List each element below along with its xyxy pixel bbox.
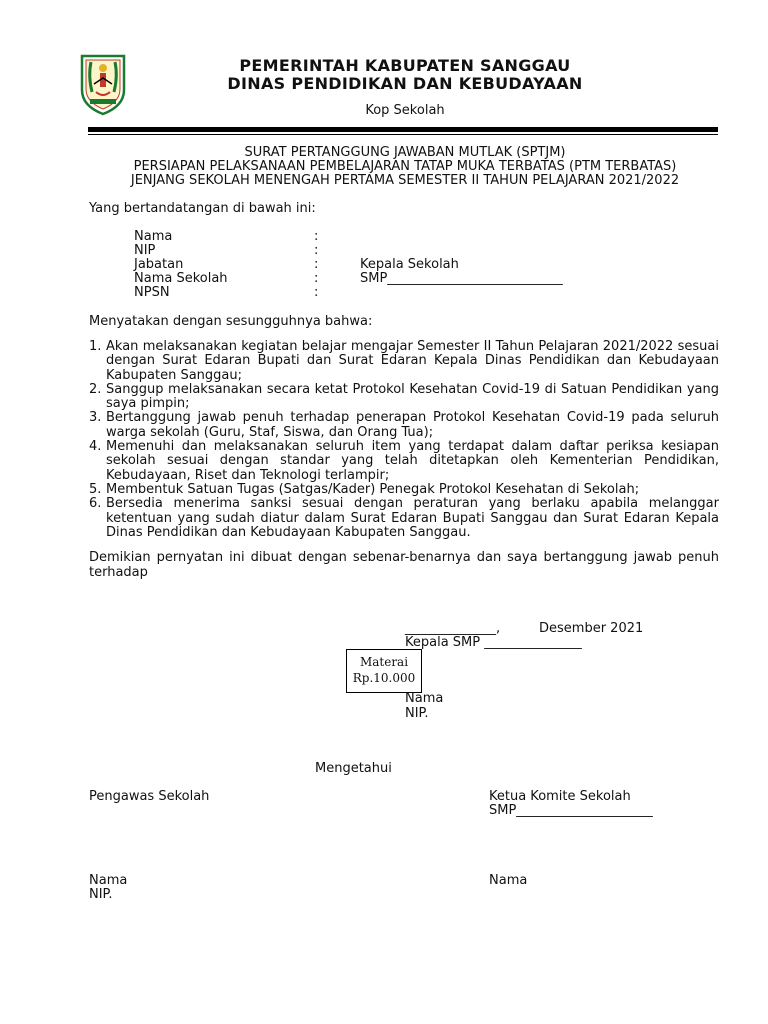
list-number: 2. bbox=[89, 381, 102, 397]
list-number: 4. bbox=[89, 439, 102, 455]
signature-date: Desember 2021 bbox=[539, 621, 644, 636]
list-number: 5. bbox=[89, 481, 102, 497]
materai-label: Materai bbox=[359, 655, 409, 669]
list-item bbox=[89, 440, 719, 483]
field-value: Kepala Sekolah bbox=[360, 257, 459, 272]
materai-stamp-box bbox=[346, 649, 422, 693]
field-colon: : bbox=[314, 271, 319, 286]
signature-place-blank: ______________, bbox=[405, 621, 501, 636]
field-colon: : bbox=[314, 285, 319, 300]
acknowledge-title: Mengetahui bbox=[315, 761, 392, 776]
list-text: Akan melaksanakan kegiatan belajar mengajar Semester II Tahun Pelajaran 2021/2022 sesuai dengan Surat Edaran Bupati dan Surat Edaran Kepala Dinas Pendidikan dan Kebudayaan Kabupaten Sanggau; bbox=[106, 339, 719, 383]
field-label: Jabatan bbox=[134, 257, 184, 272]
committee-role: Ketua Komite Sekolah bbox=[489, 789, 631, 804]
list-item bbox=[89, 383, 719, 412]
header-line-1: PEMERINTAH KABUPATEN SANGGAU bbox=[239, 56, 571, 75]
list-number: 3. bbox=[89, 410, 102, 426]
committee-name: Nama bbox=[489, 873, 528, 888]
header-line-2: DINAS PENDIDIKAN DAN KEBUDAYAAN bbox=[227, 74, 583, 93]
supervisor-nip: NIP. bbox=[89, 887, 113, 902]
list-item bbox=[89, 340, 719, 383]
field-colon: : bbox=[314, 229, 319, 244]
intro-text: Yang bertandatangan di bawah ini: bbox=[89, 201, 316, 216]
list-number: 1. bbox=[89, 339, 102, 354]
list-text: Sanggup melaksanakan secara ketat Protokol Kesehatan Covid-19 di Satuan Pendidikan yang saya pimpin; bbox=[106, 381, 719, 412]
supervisor-name: Nama bbox=[89, 873, 128, 888]
field-label: NPSN bbox=[134, 285, 170, 300]
list-text: Bertanggung jawab penuh terhadap penerapan Protokol Kesehatan Covid-19 pada seluruh warga sekolah (Guru, Staf, Siswa, dan Orang Tua); bbox=[106, 410, 719, 440]
list-text: Memenuhi dan melaksanakan seluruh item yang terdapat dalam daftar periksa kesiapan sekolah sesuai dengan standar yang telah ditetapkan oleh Kementerian Pendidikan, Kebudayaan, Riset dan Teknologi terlampir; bbox=[106, 439, 719, 483]
commitment-list bbox=[89, 340, 719, 540]
field-colon: : bbox=[314, 257, 319, 272]
field-value: SMP___________________________ bbox=[360, 271, 563, 286]
kop-sekolah: Kop Sekolah bbox=[365, 103, 445, 118]
signature-nip: NIP. bbox=[405, 706, 429, 721]
list-item bbox=[89, 483, 719, 497]
document-subtitle-2: JENJANG SEKOLAH MENENGAH PERTAMA SEMESTER II TAHUN PELAJARAN 2021/2022 bbox=[130, 173, 680, 188]
closing-text: Demikian pernyatan ini dibuat dengan sebenar-benarnya dan saya bertanggung jawab penuh terhadap bbox=[89, 550, 719, 580]
list-item bbox=[89, 497, 719, 540]
materai-value: Rp.10.000 bbox=[352, 671, 416, 685]
list-text: Membentuk Satuan Tugas (Satgas/Kader) Penegak Protokol Kesehatan di Sekolah; bbox=[106, 481, 640, 497]
field-label: Nama Sekolah bbox=[134, 271, 228, 286]
statement-text: Menyatakan dengan sesungguhnya bahwa: bbox=[89, 314, 373, 329]
field-label: NIP bbox=[134, 243, 156, 258]
list-item bbox=[89, 411, 719, 440]
signature-name: Nama bbox=[405, 691, 444, 706]
list-text: Bersedia menerima sanksi sesuai dengan peraturan yang berlaku apabila melanggar ketentuan yang sudah diatur dalam Surat Edaran Bupati Sanggau dan Surat Edaran Kepala Dinas Pendidikan dan Kebudayaan Kabupaten Sanggau. bbox=[106, 496, 719, 540]
field-label: Nama bbox=[134, 229, 173, 244]
document-subtitle: PERSIAPAN PELAKSANAAN PEMBELAJARAN TATAP MUKA TERBATAS (PTM TERBATAS) bbox=[133, 159, 677, 174]
header-rule-thin bbox=[88, 134, 718, 135]
committee-school: SMP_____________________ bbox=[489, 803, 653, 818]
field-colon: : bbox=[314, 243, 319, 258]
header-rule-thick bbox=[88, 127, 718, 132]
list-number: 6. bbox=[89, 496, 102, 512]
supervisor-role: Pengawas Sekolah bbox=[89, 789, 210, 804]
signature-role: Kepala SMP _______________ bbox=[405, 635, 582, 650]
document-title: SURAT PERTANGGUNG JAWABAN MUTLAK (SPTJM) bbox=[244, 145, 566, 160]
